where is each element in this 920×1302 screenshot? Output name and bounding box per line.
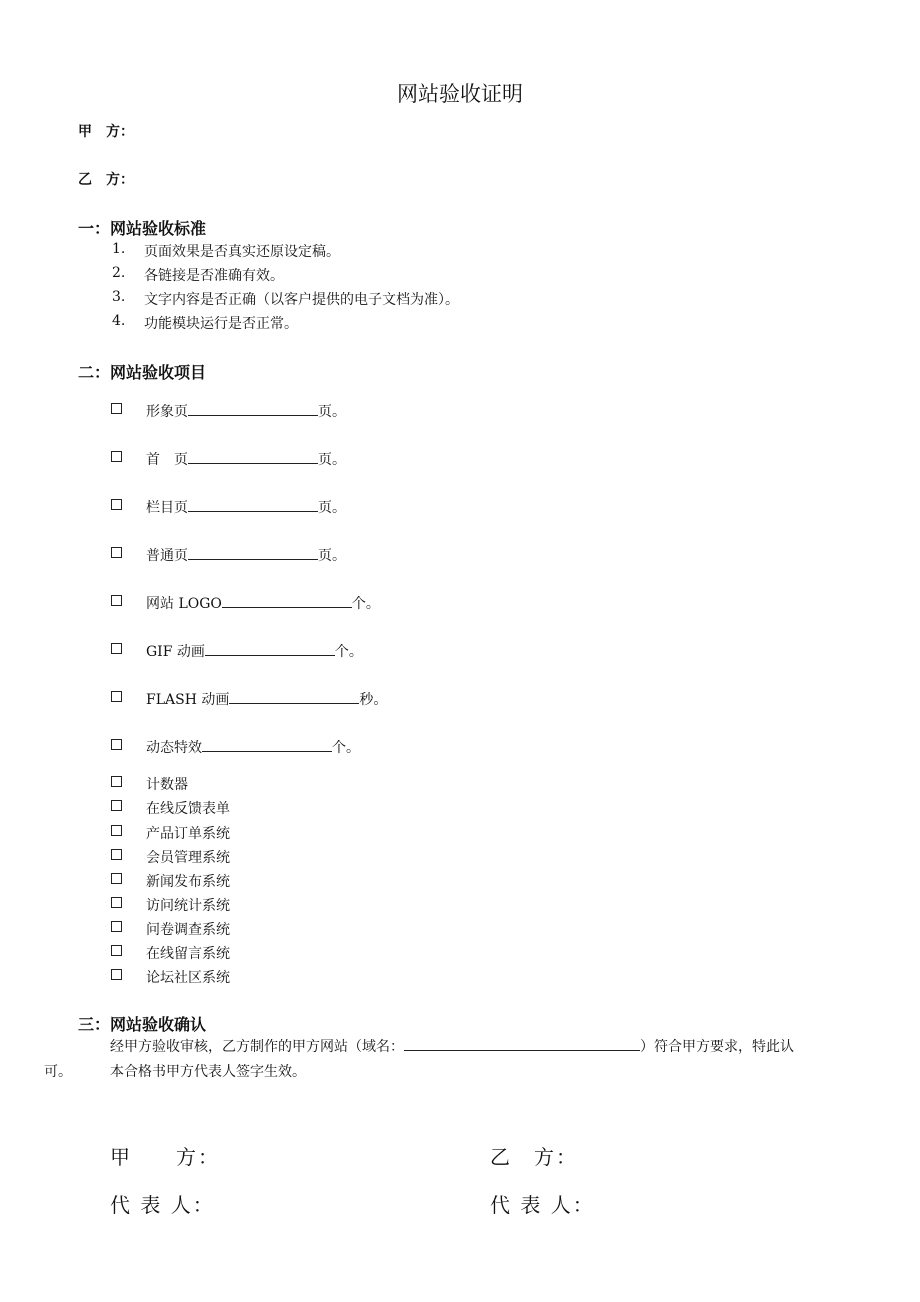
checkbox[interactable] bbox=[111, 921, 122, 932]
signature-rep-b: 代 表 人： bbox=[490, 1193, 595, 1217]
counted-item bbox=[146, 545, 346, 565]
counted-item bbox=[146, 593, 380, 613]
module-item: 产品订单系统 bbox=[146, 826, 230, 842]
item-unit: 页。 bbox=[318, 404, 346, 420]
standard-text: 页面效果是否真实还原设定稿。 bbox=[144, 244, 340, 260]
checkbox[interactable] bbox=[111, 691, 122, 702]
module-item: 会员管理系统 bbox=[146, 850, 230, 866]
signature-party-a: 甲 方： bbox=[110, 1145, 220, 1169]
counted-item bbox=[146, 641, 363, 661]
checkbox[interactable] bbox=[111, 499, 122, 510]
item-label: 动态特效 bbox=[146, 740, 202, 756]
module-item: 在线留言系统 bbox=[146, 946, 230, 962]
standard-number: 4. bbox=[112, 313, 126, 329]
standard-number: 2. bbox=[112, 265, 126, 281]
fill-blank[interactable] bbox=[188, 497, 318, 512]
fill-blank[interactable] bbox=[188, 449, 318, 464]
checkbox[interactable] bbox=[111, 897, 122, 908]
fill-blank[interactable] bbox=[222, 593, 352, 608]
confirm-paragraph-line2-prefix: 可。 bbox=[44, 1064, 72, 1080]
item-unit: 个。 bbox=[332, 740, 360, 756]
confirm-paragraph-line2: 本合格书甲方代表人签字生效。 bbox=[110, 1064, 306, 1080]
checkbox[interactable] bbox=[111, 969, 122, 980]
checkbox[interactable] bbox=[111, 403, 122, 414]
checkbox[interactable] bbox=[111, 849, 122, 860]
module-item: 在线反馈表单 bbox=[146, 801, 230, 817]
item-label: GIF 动画 bbox=[146, 644, 205, 660]
standard-text: 各链接是否准确有效。 bbox=[144, 268, 284, 284]
standard-number: 1. bbox=[112, 241, 126, 257]
checkbox[interactable] bbox=[111, 800, 122, 811]
confirm-text-a: 经甲方验收审核，乙方制作的甲方网站（域名： bbox=[110, 1039, 404, 1055]
item-unit: 页。 bbox=[318, 500, 346, 516]
item-unit: 个。 bbox=[334, 644, 363, 660]
checkbox[interactable] bbox=[111, 776, 122, 787]
checkbox[interactable] bbox=[111, 945, 122, 956]
module-item: 问卷调查系统 bbox=[146, 922, 230, 938]
item-label: 普通页 bbox=[146, 548, 188, 564]
counted-item bbox=[146, 449, 346, 469]
module-item: 访问统计系统 bbox=[146, 898, 230, 914]
item-label: 首 页 bbox=[146, 452, 188, 468]
party-b-line: 乙 方： bbox=[78, 172, 134, 188]
checkbox[interactable] bbox=[111, 547, 122, 558]
standard-number: 3. bbox=[112, 289, 126, 305]
item-label: FLASH 动画 bbox=[146, 692, 230, 708]
counted-item bbox=[146, 497, 346, 517]
checkbox[interactable] bbox=[111, 739, 122, 750]
item-unit: 秒。 bbox=[359, 692, 388, 708]
fill-blank[interactable] bbox=[202, 737, 332, 752]
fill-blank[interactable] bbox=[229, 689, 359, 704]
page-title: 网站验收证明 bbox=[397, 82, 523, 106]
item-label: 栏目页 bbox=[146, 500, 188, 516]
counted-item bbox=[146, 689, 387, 709]
party-a-line: 甲 方： bbox=[78, 124, 134, 140]
section-standards-heading: 一：网站验收标准 bbox=[78, 219, 207, 238]
domain-blank[interactable] bbox=[404, 1036, 640, 1051]
module-item: 新闻发布系统 bbox=[146, 874, 230, 890]
standard-text: 文字内容是否正确（以客户提供的电子文档为准）。 bbox=[144, 292, 459, 308]
module-item: 论坛社区系统 bbox=[146, 970, 230, 986]
counted-item bbox=[146, 401, 346, 421]
section-items-heading: 二：网站验收项目 bbox=[78, 363, 207, 382]
item-unit: 个。 bbox=[351, 596, 380, 612]
item-label: 网站 LOGO bbox=[146, 596, 222, 612]
confirm-paragraph-line1 bbox=[110, 1036, 794, 1056]
item-unit: 页。 bbox=[318, 548, 346, 564]
signature-rep-a: 代 表 人： bbox=[110, 1193, 215, 1217]
checkbox[interactable] bbox=[111, 643, 122, 654]
counted-item bbox=[146, 737, 360, 757]
section-confirm-heading: 三：网站验收确认 bbox=[78, 1015, 207, 1034]
checkbox[interactable] bbox=[111, 825, 122, 836]
checkbox[interactable] bbox=[111, 873, 122, 884]
confirm-text-b: ）符合甲方要求，特此认 bbox=[640, 1039, 794, 1055]
fill-blank[interactable] bbox=[188, 401, 318, 416]
item-label: 形象页 bbox=[146, 404, 188, 420]
fill-blank[interactable] bbox=[188, 545, 318, 560]
checkbox[interactable] bbox=[111, 595, 122, 606]
checkbox[interactable] bbox=[111, 451, 122, 462]
fill-blank[interactable] bbox=[205, 641, 335, 656]
signature-party-b: 乙 方： bbox=[490, 1145, 578, 1169]
standard-text: 功能模块运行是否正常。 bbox=[144, 316, 298, 332]
module-item: 计数器 bbox=[146, 777, 188, 793]
item-unit: 页。 bbox=[318, 452, 346, 468]
